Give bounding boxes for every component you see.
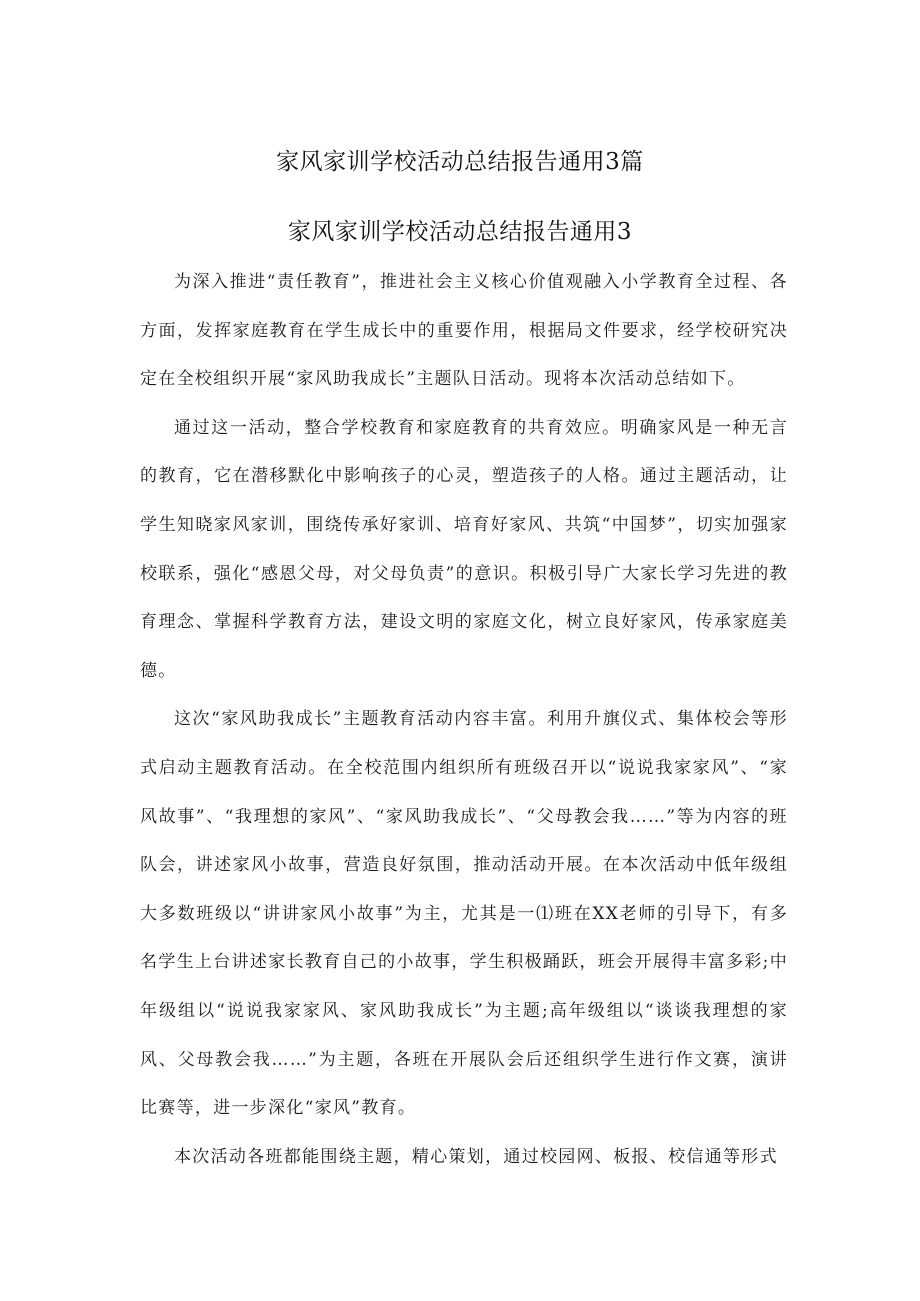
paragraph-2: 通过这一活动，整合学校教育和家庭教育的共育效应。明确家风是一种无言的教育，它在潜移默化中影响孩子的心灵，塑造孩子的人格。通过主题活动，让学生知晓家风家训，围绕传承好家训、培育好家风、共筑“中国梦”，切实加强家校联系，强化“感恩父母，对父母负责”的意识。积极引导广大家长学习先进的教育理念、掌握科学教育方法，建设文明的家庭文化，树立良好家风，传承家庭美德。 — [140, 417, 788, 681]
paragraph-4: 本次活动各班都能围绕主题，精心策划，通过校园网、板报、校信通等形式 — [174, 1146, 778, 1167]
paragraph-3: 这次“家风助我成长”主题教育活动内容丰富。利用升旗仪式、集体校会等形式启动主题教育活动。在全校范围内组织所有班级召开以“说说我家家风”、“家风故事”、“我理想的家风”、“家风助我成长”、“父母教会我……”等为内容的班队会，讲述家风小故事，营造良好氛围，推动活动开展。在本次活动中低年级组大多数班级以“讲讲家风小故事”为主，尤其是一⑴班在XX老师的引导下，有多名学生上台讲述家长教育自己的小故事，学生积极踊跃，班会开展得丰富多彩;中年级组以“说说我家家风、家风助我成长”为主题;高年级组以“谈谈我理想的家风、父母教会我……”为主题，各班在开展队会后还组织学生进行作文赛，演讲比赛等，进一步深化“家风”教育。 — [140, 709, 788, 1119]
paragraph-1: 为深入推进“责任教育”，推进社会主义核心价值观融入小学教育全过程、各方面，发挥家庭教育在学生成长中的重要作用，根据局文件要求，经学校研究决定在全校组织开展“家风助我成长”主题队日活动。现将本次活动总结如下。 — [140, 272, 788, 390]
document-subtitle: 家风家训学校活动总结报告通用3 — [287, 219, 633, 245]
document-body — [140, 258, 788, 1181]
document-title: 家风家训学校活动总结报告通用3篇 — [276, 149, 644, 175]
